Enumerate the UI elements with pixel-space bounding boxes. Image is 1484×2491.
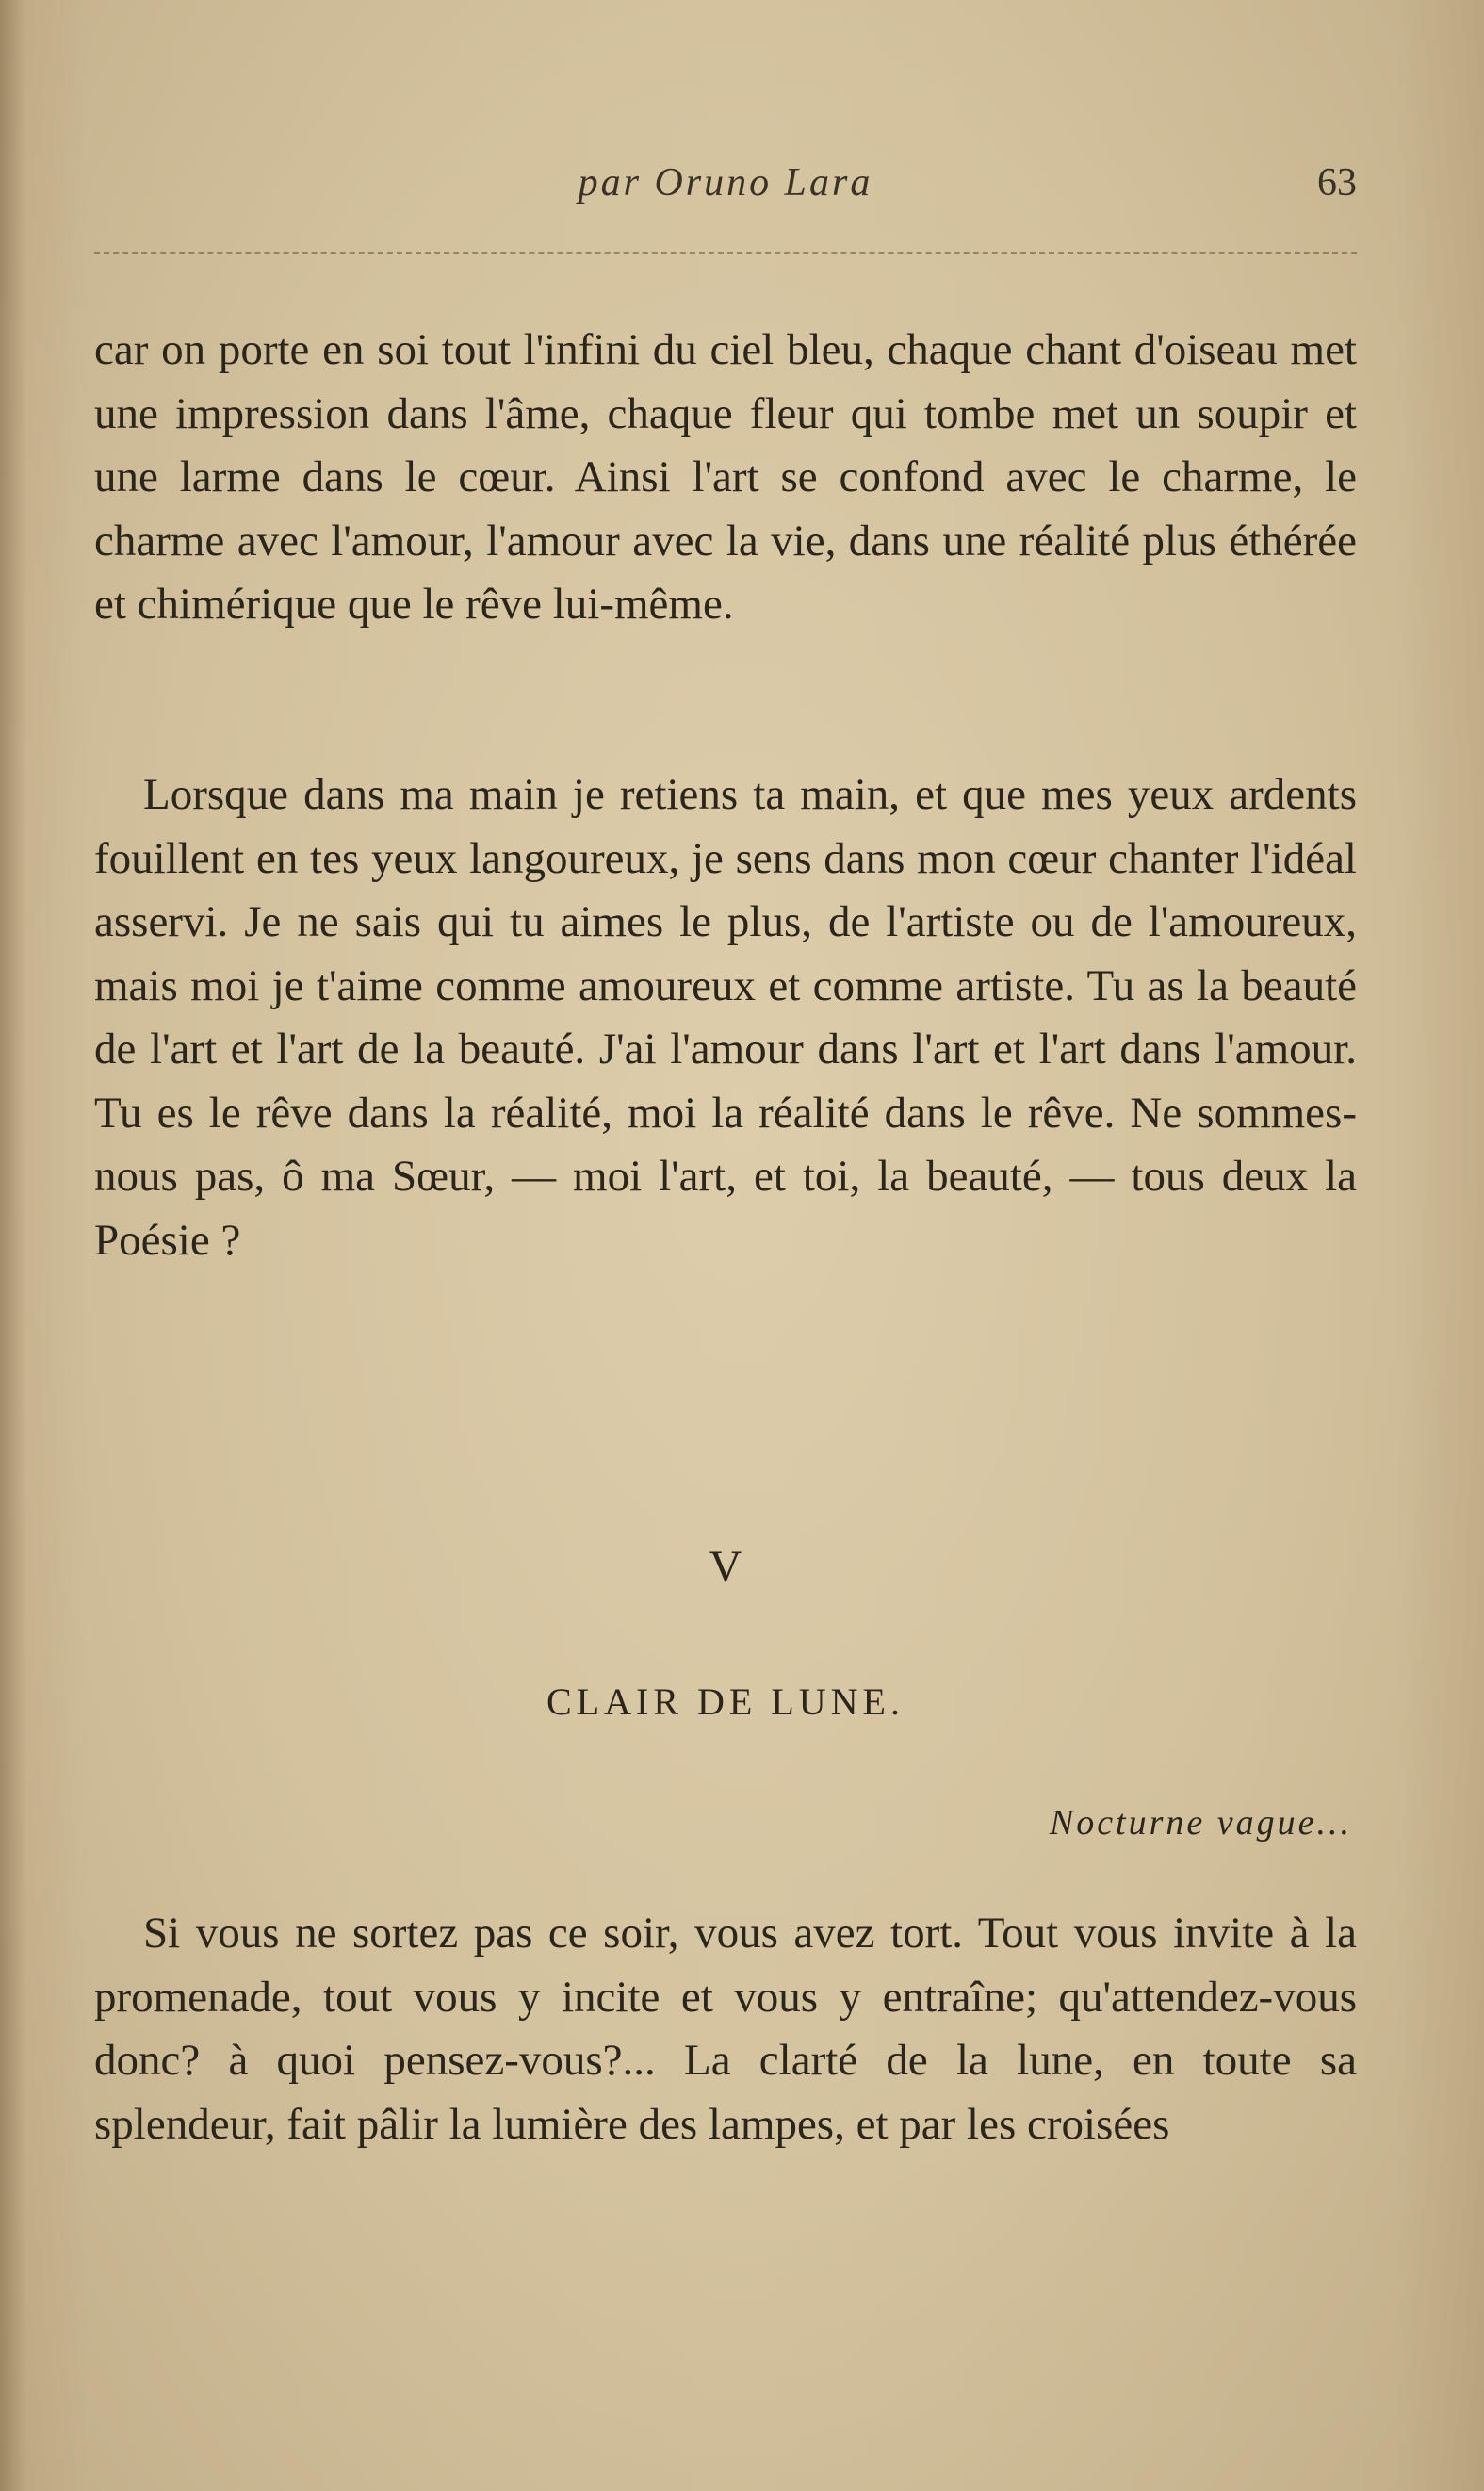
chapter-epigraph: Nocturne vague...: [1049, 1803, 1352, 1843]
paragraph-lorsque: [94, 763, 1357, 1272]
running-head: par Oruno Lara: [578, 161, 873, 205]
paragraph-text: Lorsque dans ma main je retiens ta main, et que mes yeux ardents fouillent en tes yeux langoureux, je sens dans mon cœur chanter l'idéal asservi. Je ne sais qui tu aimes le plus, de l'artiste ou de l'amoureux, mais moi je t'aime comme amoureux et comme artiste. Tu as la beauté de l'art et l'art de la beauté. J'ai l'amour dans l'art et l'art dans l'amour. Tu es le rêve dans la réalité, moi la réalité dans le rêve. Ne sommes-nous pas, ô ma Sœur, — moi l'art, et toi, la beauté, — tous deux la Poésie ?: [94, 770, 1357, 1265]
chapter-title: CLAIR DE LUNE.: [546, 1680, 905, 1723]
paragraph-chapter-opening: [94, 1902, 1357, 2156]
paragraph-continued: [94, 319, 1357, 637]
page-header: [94, 160, 1357, 217]
paragraph-text: car on porte en soi tout l'infini du ciel bleu, chaque chant d'oiseau met une impression dans l'âme, chaque fleur qui tombe met un soupir et une larme dans le cœur. Ainsi l'art se confond avec le charme, le charme avec l'amour, l'amour avec la vie, dans une réalité plus éthérée et chimérique que le rêve lui-même.: [94, 325, 1357, 629]
header-rule: [94, 252, 1357, 254]
page-number: 63: [1317, 161, 1357, 205]
chapter-number: V: [709, 1542, 742, 1592]
paragraph-text: Si vous ne sortez pas ce soir, vous avez tort. Tout vous invite à la promenade, tout vous y incite et vous y entraîne; qu'attendez-vous donc? à quoi pensez-vous?... La clarté de la lune, en toute sa splendeur, fait pâlir la lumière des lampes, et par les croisées: [94, 1909, 1357, 2149]
page-edge-shadow: [0, 0, 26, 2491]
